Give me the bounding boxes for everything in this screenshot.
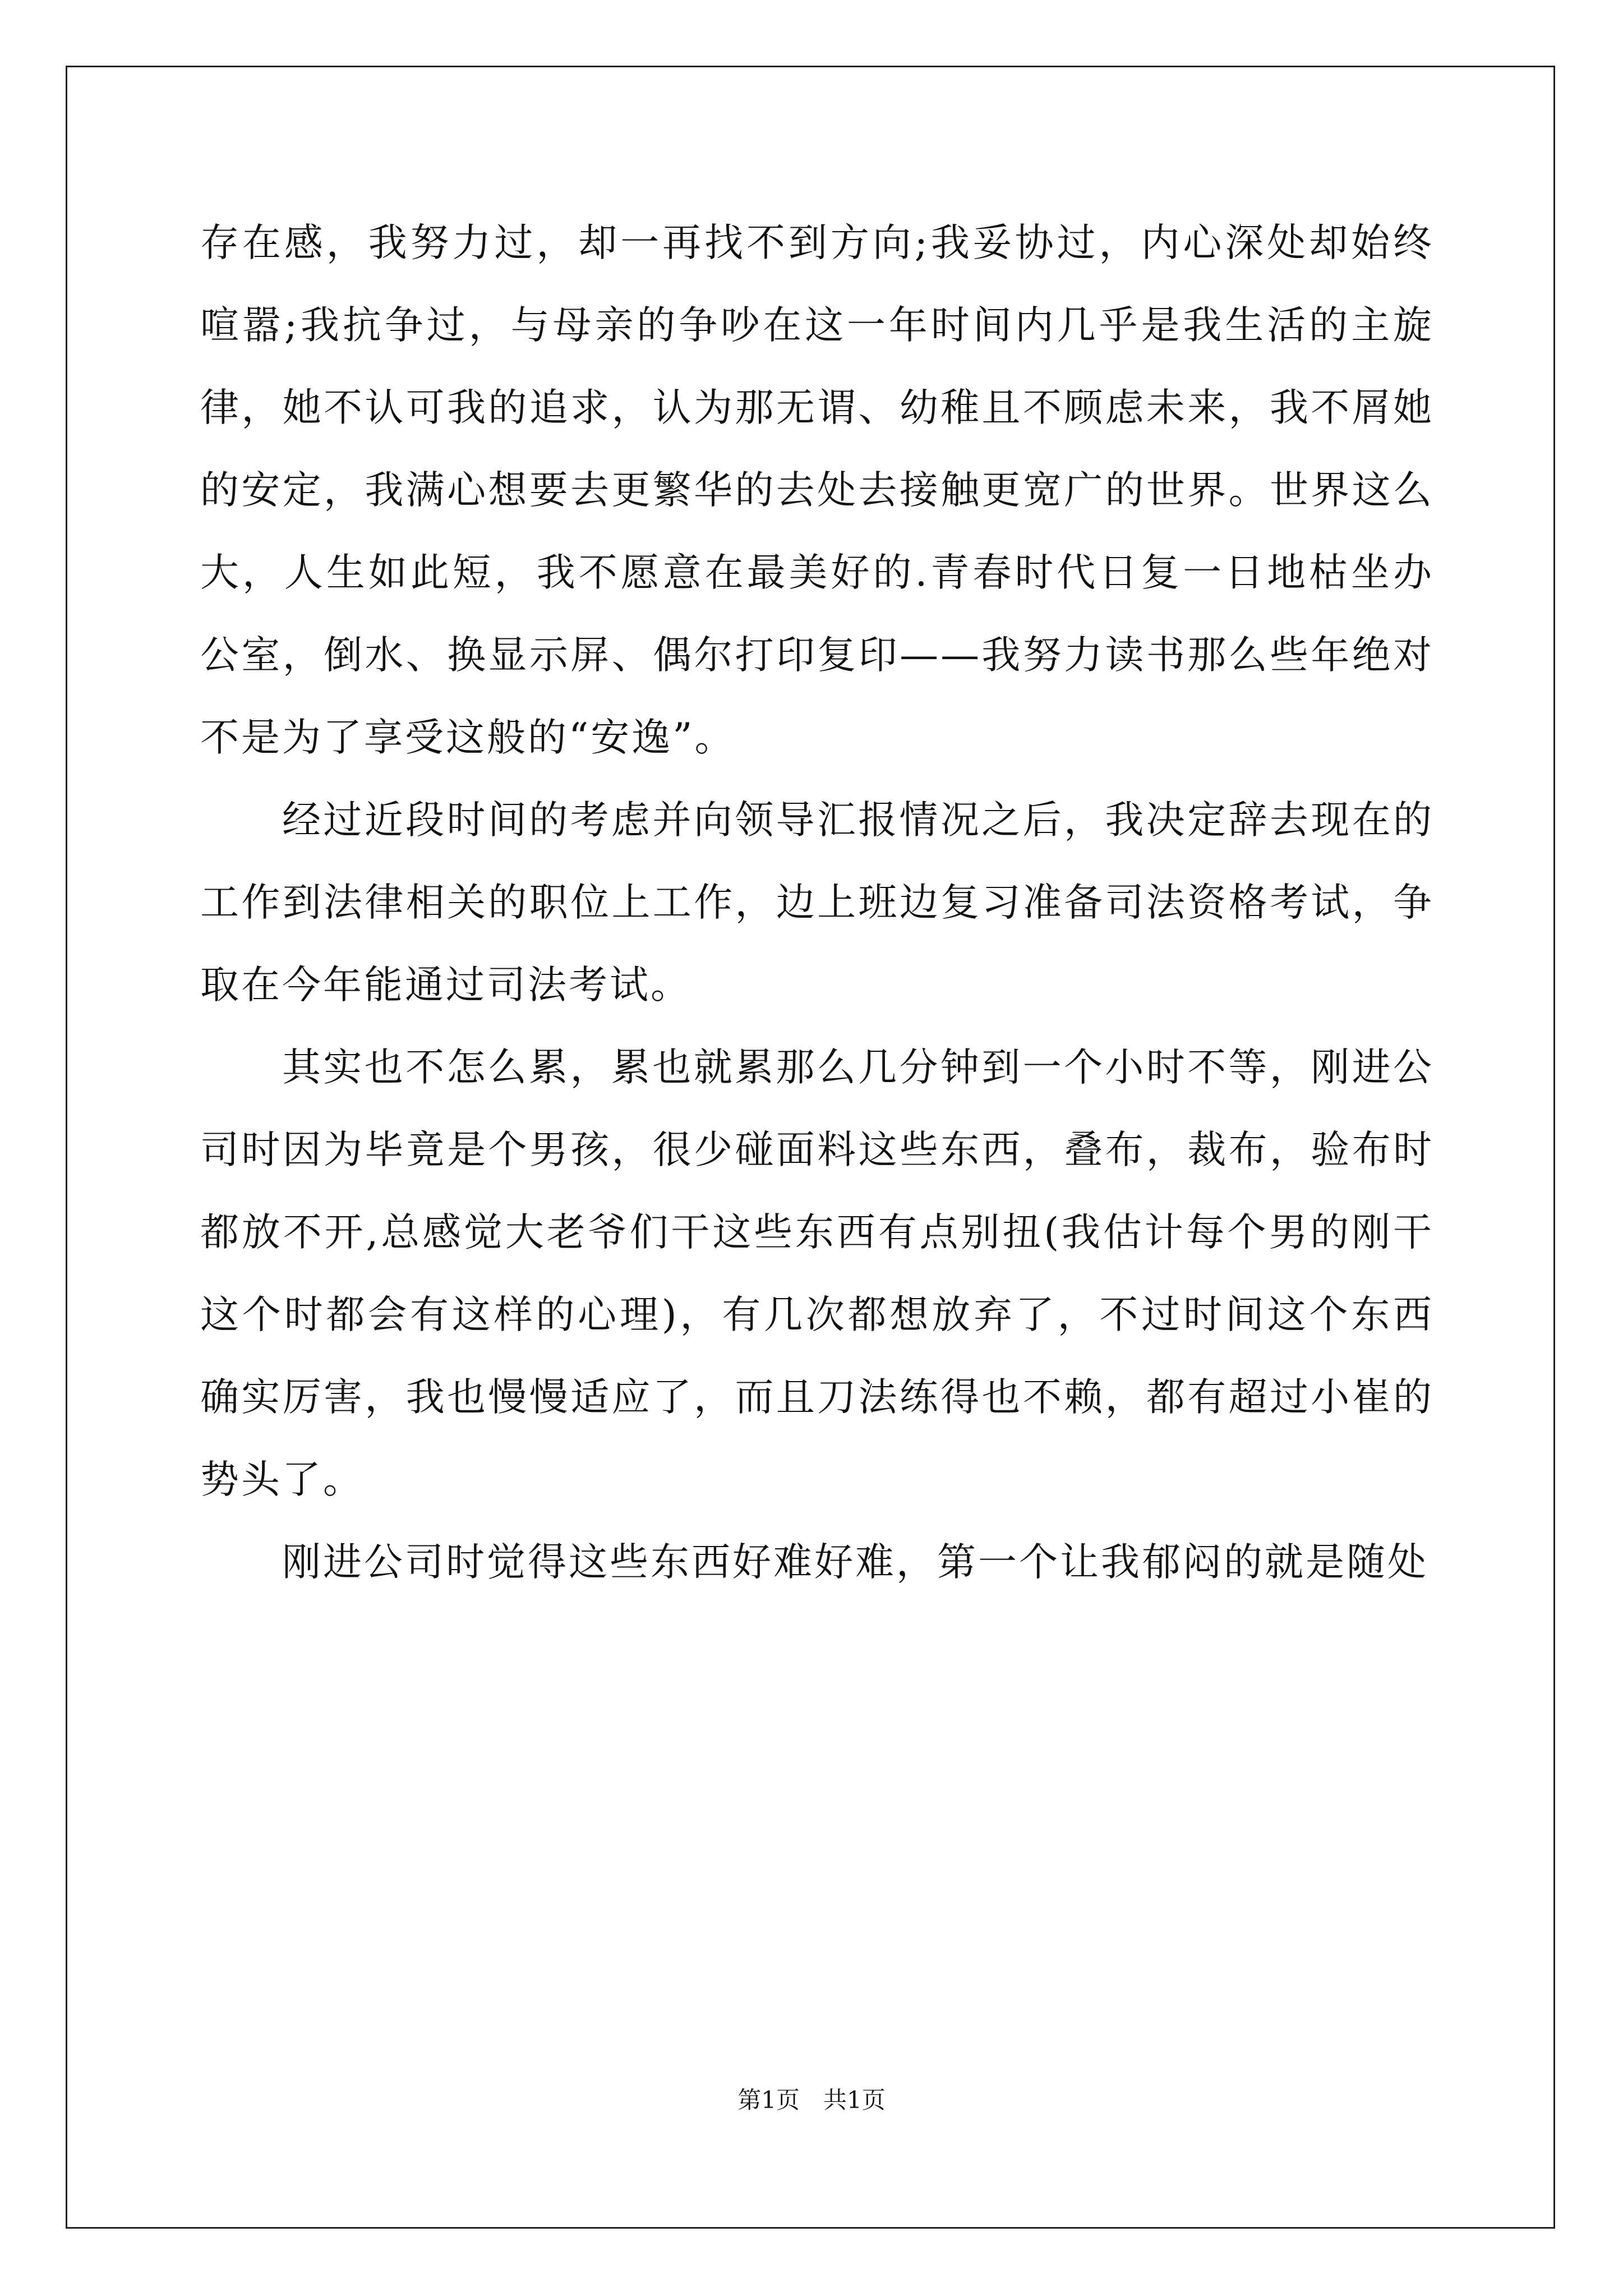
paragraph-3: 其实也不怎么累，累也就累那么几分钟到一个小时不等，刚进公司时因为毕竟是个男孩，很少碰面料这些东西，叠布，裁布，验布时都放不开,总感觉大老爷们干这些东西有点别扭(我估计每个男的刚干这个时都会有这样的心理)，有几次都想放弃了，不过时间这个东西确实厉害，我也慢慢适应了，而且刀法练得也不赖，都有超过小崔的势头了。 (200, 1045, 1434, 1502)
paragraph-1: 存在感，我努力过，却一再找不到方向;我妥协过，内心深处却始终喧嚣;我抗争过，与母亲的争吵在这一年时间内几乎是我生活的主旋律，她不认可我的追求，认为那无谓、幼稚且不顾虑未来，我不屑她的安定，我满心想要去更繁华的去处去接触更宽广的世界。世界这么大，人生如此短，我不愿意在最美好的.青春时代日复一日地枯坐办公室，倒水、换显示屏、偶尔打印复印——我努力读书那么些年绝对不是为了享受这般的“安逸”。 (200, 220, 1434, 760)
paragraph-4: 刚进公司时觉得这些东西好难好难，第一个让我郁闷的就是随处 (282, 1540, 1428, 1585)
paragraph-2: 经过近段时间的考虑并向领导汇报情况之后，我决定辞去现在的工作到法律相关的职位上工作，边上班边复习准备司法资格考试，争取在今年能通过司法考试。 (200, 798, 1434, 1007)
document-body (200, 202, 1434, 1604)
page-number-footer: 第1页 共1页 (737, 2086, 886, 2114)
